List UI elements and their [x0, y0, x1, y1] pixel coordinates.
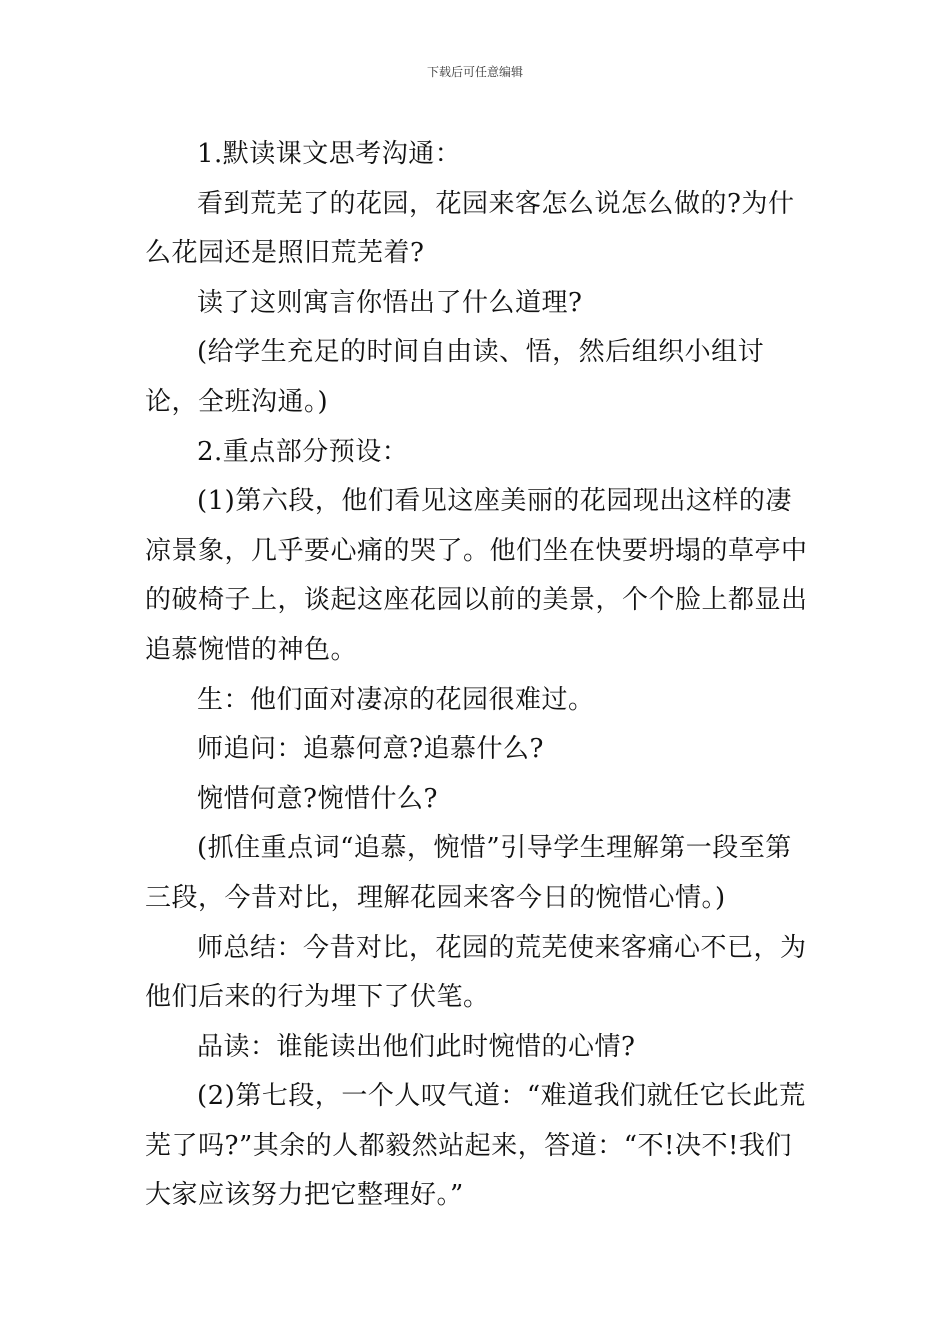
paragraph: 师追问：追慕何意?追慕什么? [197, 734, 544, 765]
paragraph: (抓住重点词“追慕，惋惜”引导学生理解第一段至第三段，今昔对比，理解花园来客今日的惋惜心情。) [145, 833, 792, 913]
paragraph: (给学生充足的时间自由读、悟，然后组织小组讨论，全班沟通。) [145, 337, 765, 417]
paragraph: 2.重点部分预设： [197, 436, 409, 467]
paragraph: 读了这则寓言你悟出了什么道理? [197, 287, 583, 318]
paragraph: 品读：谁能读出他们此时惋惜的心情? [197, 1031, 636, 1062]
paragraph: (2)第七段，一个人叹气道：“难道我们就任它长此荒芜了吗?”其余的人都毅然站起来，答道：“不!决不!我们大家应该努力把它整理好。” [145, 1081, 806, 1211]
paragraph: 生：他们面对凄凉的花园很难过。 [197, 684, 595, 715]
paragraph: 惋惜何意?惋惜什么? [197, 783, 438, 814]
paragraph: (1)第六段，他们看见这座美丽的花园现出这样的凄凉景象，几乎要心痛的哭了。他们坐在快要坍塌的草亭中的破椅子上，谈起这座花园以前的美景，个个脸上都显出追慕惋惜的神色。 [145, 486, 808, 665]
paragraph: 师总结：今昔对比，花园的荒芜使来客痛心不已，为他们后来的行为埋下了伏笔。 [145, 932, 807, 1013]
paragraph: 1.默读课文思考沟通： [197, 139, 462, 169]
document-body [145, 130, 810, 1221]
page-header: 下载后可任意编辑 [426, 65, 523, 79]
paragraph: 看到荒芜了的花园，花园来客怎么说怎么做的?为什么花园还是照旧荒芜着? [145, 188, 795, 269]
